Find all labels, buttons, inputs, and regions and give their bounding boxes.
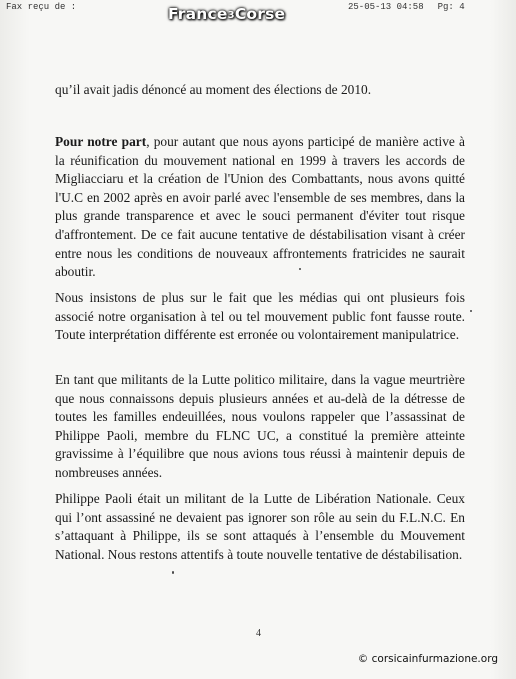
fax-datetime: 25-05-13 04:58	[348, 2, 424, 12]
paragraph-3: En tant que militants de la Lutte politico militaire, dans la vague meurtrière que nous connaissons depuis plusieurs années et au-delà de la détresse de toutes les familles endeuillées, nous voulons rappeler que l’assassinat de Philippe Paoli, membre du FLNC UC, a constitué la première atteinte gravissime à l’équilibre que nous avions tous réussi à maintenir depuis de nombreuses années.	[55, 372, 465, 480]
paragraph-1-lead: Pour notre part	[55, 134, 147, 149]
intro-line: qu’il avait jadis dénoncé au moment des élections de 2010.	[55, 82, 372, 97]
scan-speck	[470, 310, 472, 312]
paragraph-2: Nous insistons de plus sur le fait que les médias qui ont plusieurs fois associé notre organisation à tel ou tel mouvement public font fausse route. Toute interprétation différente est erronée ou volontairement manipulatrice.	[55, 290, 465, 343]
paragraph-1	[55, 133, 465, 282]
scan-speck	[299, 268, 301, 270]
fax-page-indicator: Pg: 4	[437, 2, 465, 12]
paragraph-1-body: , pour autant que nous ayons participé de manière active à la réunification du mouvement national en 1999 à travers les accords de Migliacciaru et la création de l'Union des Combattants, nous avons quitté l'U.C en 2002 après en avoir parlé avec l'ensemble de ses membres, dans la plus grande transparence et avec le souci permanent d'éviter tout risque d'affrontement. De ce fait aucune tentative de déstabilisation visant à créer entre nous les conditions de nouveaux affrontements fratricides ne saurait aboutir.	[55, 134, 465, 280]
fax-received-label: Fax reçu de :	[6, 2, 77, 12]
page-number: 4	[256, 628, 261, 639]
france3corse-logo: France3Corse	[168, 5, 286, 23]
fax-header-info	[348, 2, 465, 12]
copyright-watermark: © corsicainfurmazione.org	[357, 653, 498, 665]
scan-speck	[172, 571, 174, 574]
paragraph-4: Philippe Paoli était un militant de la Lutte de Libération Nationale. Ceux qui l’ont assassiné ne devaient pas ignorer son rôle au sein du F.L.N.C. En s’attaquant à Philippe, ils se sont attaqués à l’ensemble du Mouvement National. Nous restons attentifs à toute nouvelle tentative de déstabilisation.	[55, 491, 465, 562]
